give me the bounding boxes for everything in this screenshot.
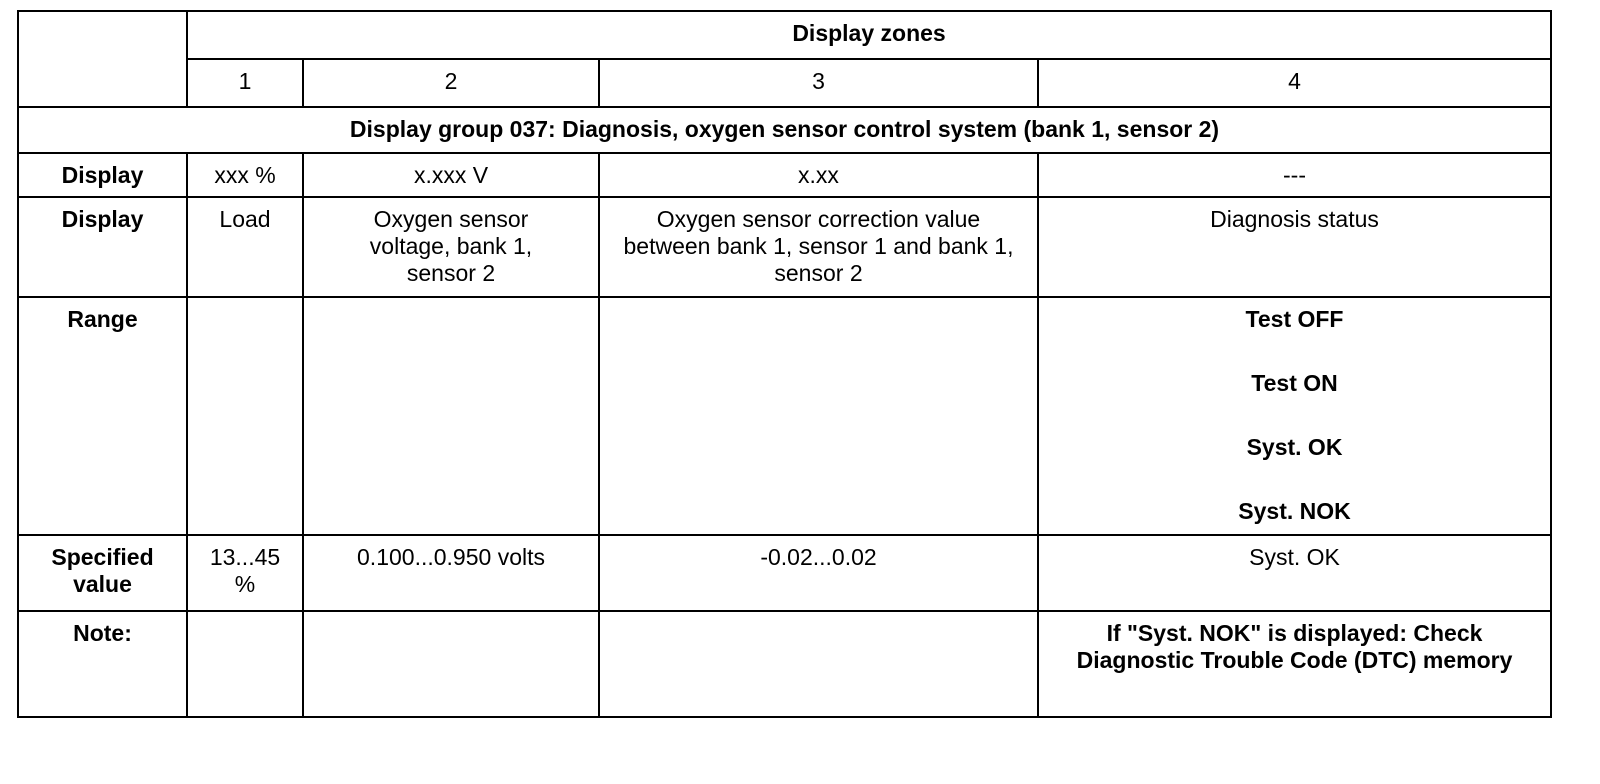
- note-zone-2: [303, 611, 599, 717]
- display-zones-header: Display zones: [187, 11, 1551, 59]
- range-zone-2: [303, 297, 599, 535]
- row-label-display-format: Display: [18, 153, 187, 197]
- note-zone-4: If "Syst. NOK" is displayed: Check Diagnostic Trouble Code (DTC) memory: [1038, 611, 1551, 717]
- display-format-zone-2: x.xxx V: [303, 153, 599, 197]
- specified-value-zone-3: -0.02...0.02: [599, 535, 1038, 611]
- range-values-list: [1047, 306, 1542, 528]
- header-row-zone-numbers: [18, 59, 1551, 107]
- specified-value-row: [18, 535, 1551, 611]
- display-description-zone-2: Oxygen sensor voltage, bank 1, sensor 2: [303, 197, 599, 297]
- specified-value-zone-1: 13...45 %: [187, 535, 303, 611]
- range-zone-1: [187, 297, 303, 535]
- display-group-table: [17, 10, 1552, 718]
- display-format-zone-1: xxx %: [187, 153, 303, 197]
- row-label-specified-value: Specified value: [18, 535, 187, 611]
- zone-number-4: 4: [1038, 59, 1551, 107]
- row-label-display-description: Display: [18, 197, 187, 297]
- range-row: [18, 297, 1551, 535]
- display-description-zone-4: Diagnosis status: [1038, 197, 1551, 297]
- specified-value-zone-2: 0.100...0.950 volts: [303, 535, 599, 611]
- display-format-zone-4: ---: [1038, 153, 1551, 197]
- range-value-syst-nok: Syst. NOK: [1238, 498, 1351, 524]
- display-description-row: [18, 197, 1551, 297]
- specified-value-zone-4: Syst. OK: [1038, 535, 1551, 611]
- header-corner-cell: [18, 11, 187, 107]
- header-row-zones: [18, 11, 1551, 59]
- range-zone-3: [599, 297, 1038, 535]
- zone-number-3: 3: [599, 59, 1038, 107]
- row-label-note: Note:: [18, 611, 187, 717]
- zone-number-1: 1: [187, 59, 303, 107]
- note-zone-1: [187, 611, 303, 717]
- zone-number-2: 2: [303, 59, 599, 107]
- note-zone-3: [599, 611, 1038, 717]
- display-format-row: [18, 153, 1551, 197]
- display-format-zone-3: x.xx: [599, 153, 1038, 197]
- range-zone-4: [1038, 297, 1551, 535]
- note-row: [18, 611, 1551, 717]
- row-label-range: Range: [18, 297, 187, 535]
- display-group-row: [18, 107, 1551, 153]
- range-value-test-off: Test OFF: [1245, 306, 1344, 332]
- range-value-syst-ok: Syst. OK: [1246, 434, 1343, 460]
- display-group-title: Display group 037: Diagnosis, oxygen sensor control system (bank 1, sensor 2): [18, 107, 1551, 153]
- range-value-test-on: Test ON: [1251, 370, 1338, 396]
- display-description-zone-1: Load: [187, 197, 303, 297]
- display-description-zone-3: Oxygen sensor correction value between bank 1, sensor 1 and bank 1, sensor 2: [599, 197, 1038, 297]
